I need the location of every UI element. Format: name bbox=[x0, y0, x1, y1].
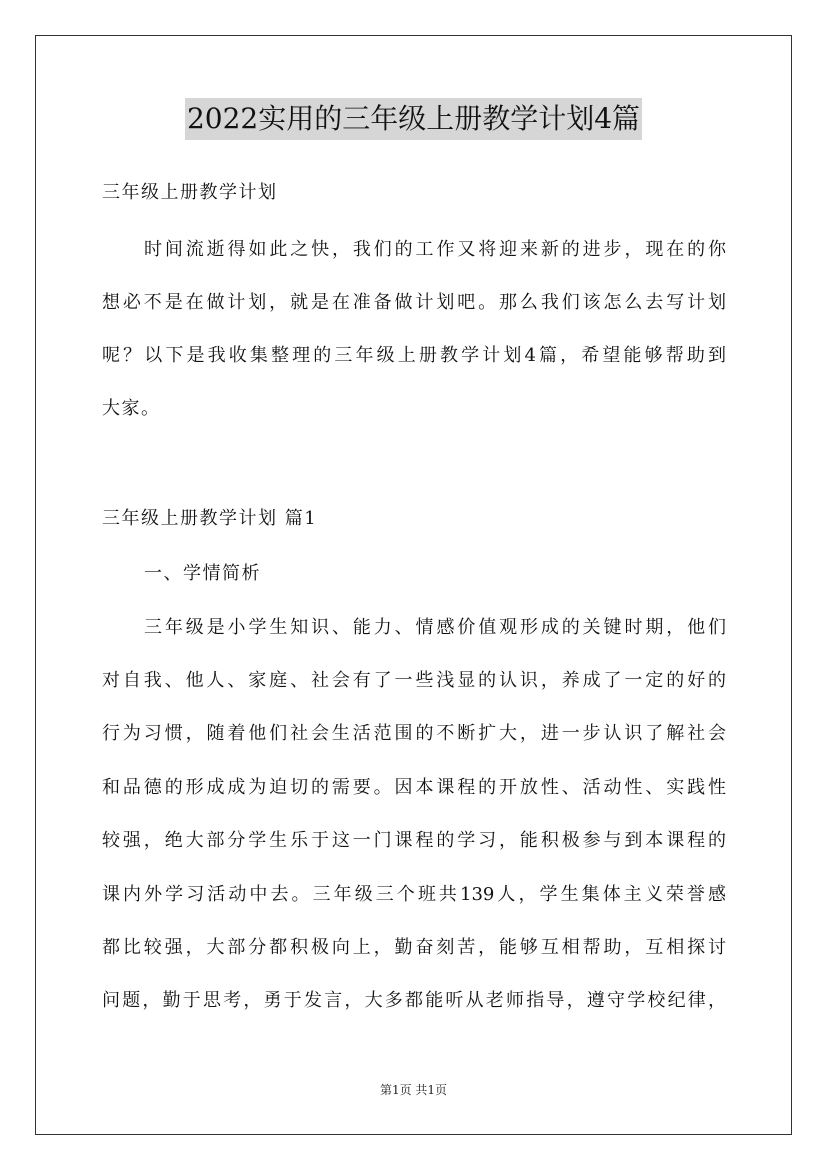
page-footer: 第1页 共1页 bbox=[379, 1083, 448, 1097]
intro-line-4: 大家。 bbox=[102, 398, 161, 419]
document-title: 2022实用的三年级上册教学计划4篇 bbox=[185, 98, 642, 140]
intro-line-1: 时间流逝得如此之快，我们的工作又将迎来新的进步，现在的你 bbox=[144, 239, 726, 260]
body-line-3: 行为习惯，随着他们社会生活范围的不断扩大，进一步认识了解社会 bbox=[102, 723, 726, 744]
heading-plan: 三年级上册教学计划 bbox=[102, 182, 278, 203]
section-title: 一、学情简析 bbox=[144, 563, 261, 584]
title-container bbox=[0, 98, 827, 140]
body-line-6: 课内外学习活动中去。三年级三个班共139人，学生集体主义荣誉感 bbox=[102, 884, 726, 905]
intro-line-3: 呢？以下是我收集整理的三年级上册教学计划4篇，希望能够帮助到 bbox=[102, 345, 726, 366]
body-line-5: 较强，绝大部分学生乐于这一门课程的学习，能积极参与到本课程的 bbox=[102, 830, 726, 851]
body-line-7: 都比较强，大部分都积极向上，勤奋刻苦，能够互相帮助，互相探讨 bbox=[102, 937, 726, 958]
body-line-1: 三年级是小学生知识、能力、情感价值观形成的关键时期，他们 bbox=[144, 617, 726, 638]
body-line-2: 对自我、他人、家庭、社会有了一些浅显的认识，养成了一定的好的 bbox=[102, 670, 726, 691]
body-line-8: 问题，勤于思考，勇于发言，大多都能听从老师指导，遵守学校纪律， bbox=[102, 990, 726, 1011]
body-line-4: 和品德的形成成为迫切的需要。因本课程的开放性、活动性、实践性 bbox=[102, 777, 726, 798]
heading-plan-part-1: 三年级上册教学计划 篇1 bbox=[102, 508, 318, 529]
intro-line-2: 想必不是在做计划，就是在准备做计划吧。那么我们该怎么去写计划 bbox=[102, 292, 726, 313]
